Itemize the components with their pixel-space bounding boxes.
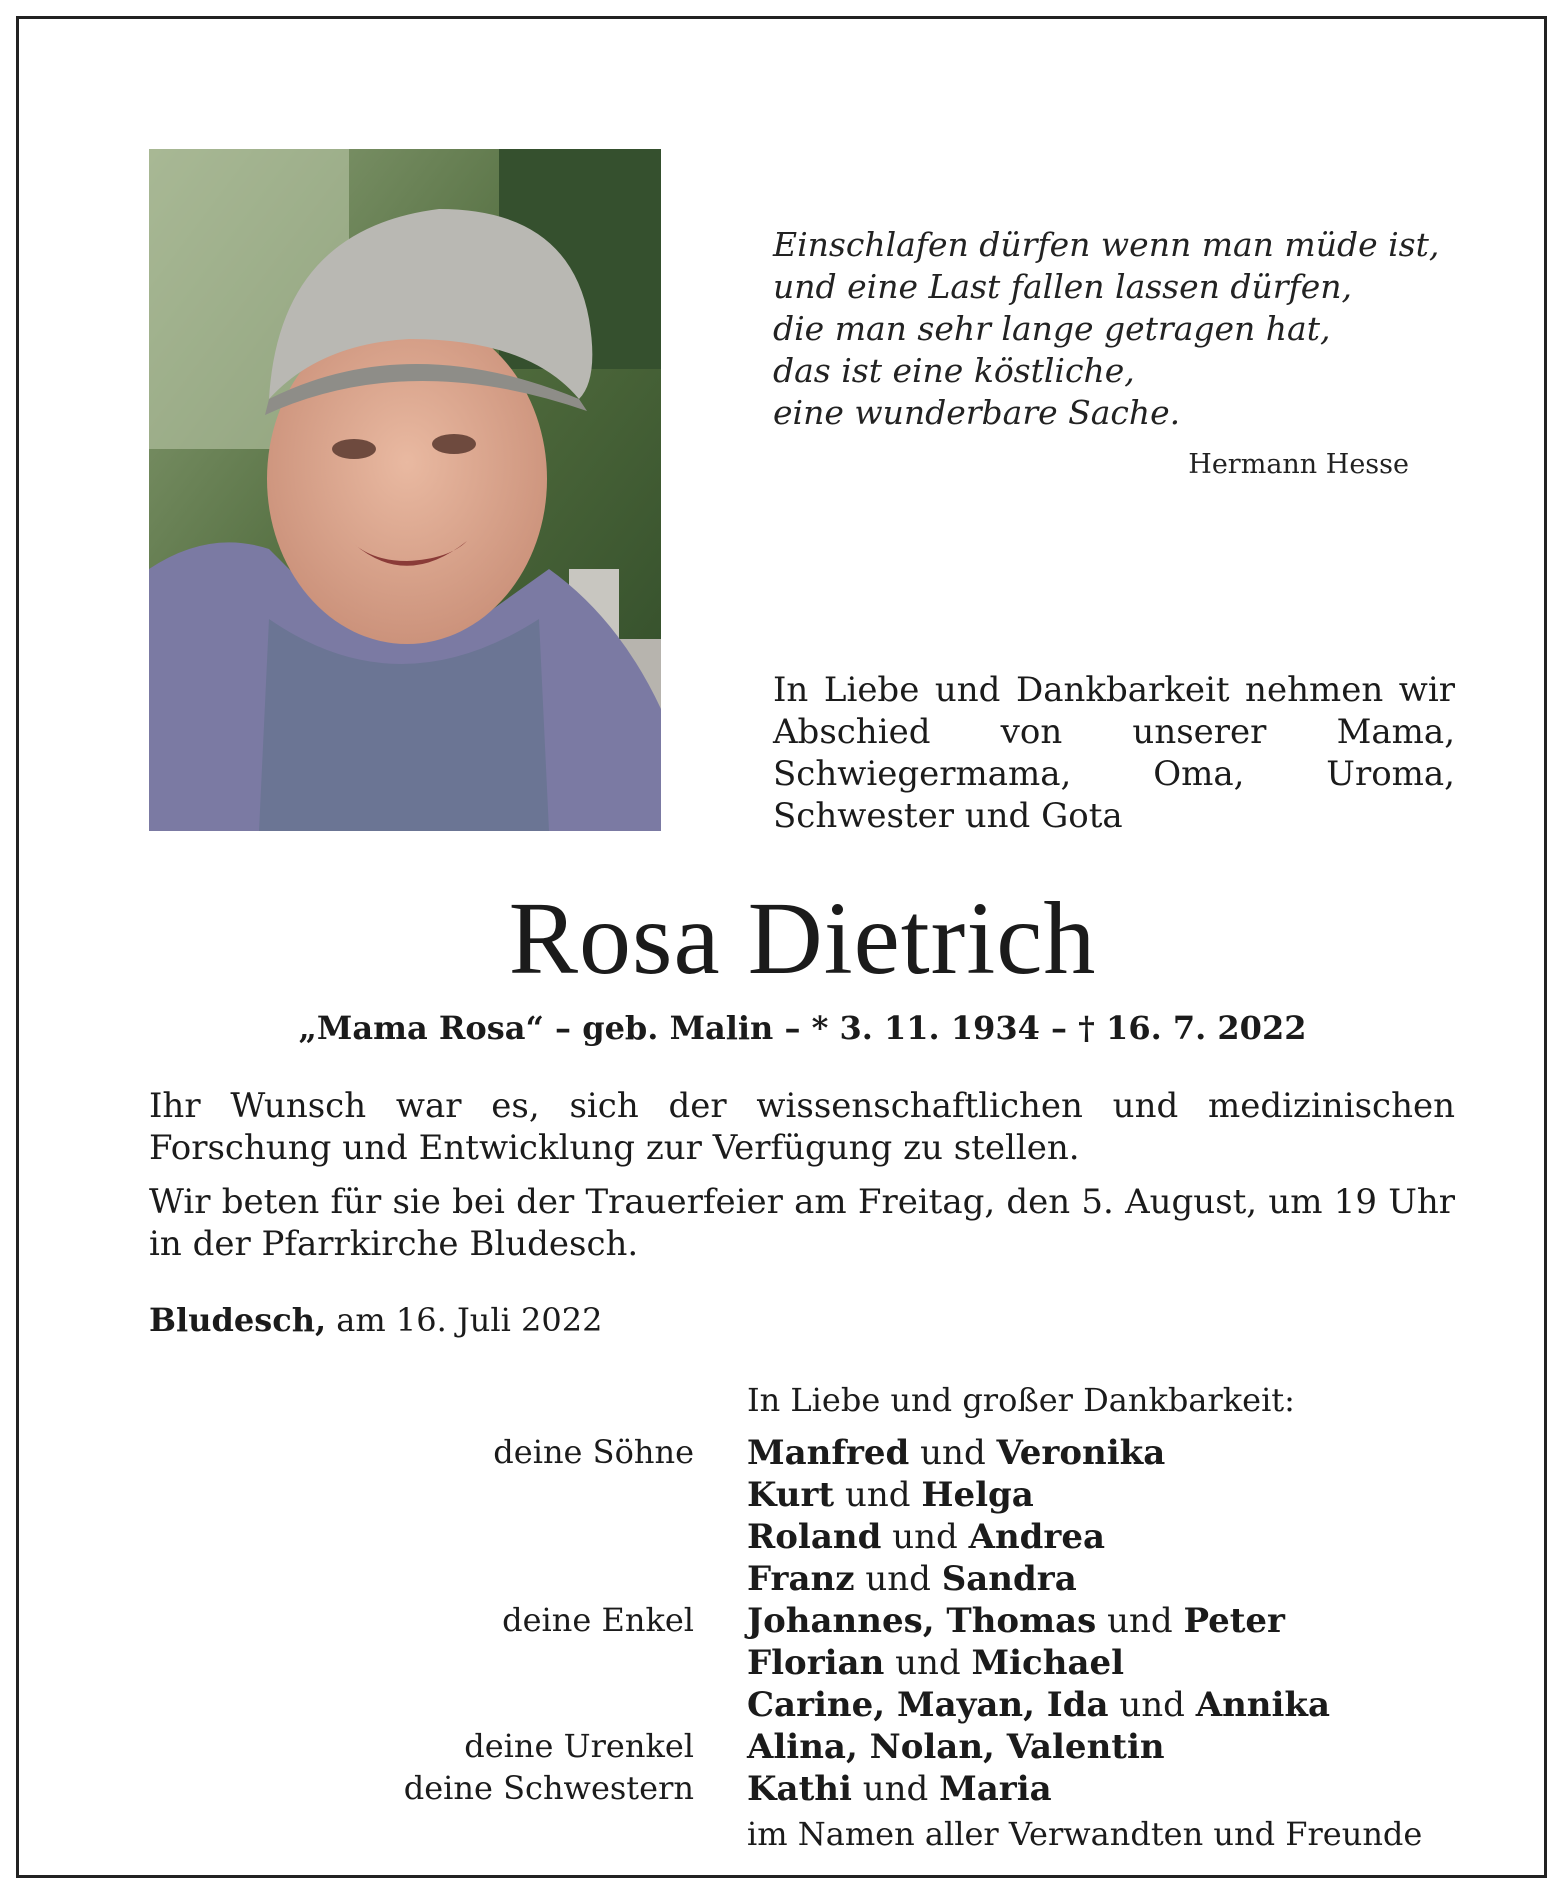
service-paragraph: Wir beten für sie bei der Trauerfeier am Freitag, den 5. August, um 19 Uhr in der Pfarrkirche Bludesch. [149,1182,1455,1264]
place-date [149,1301,602,1339]
mourner-line [747,1685,1330,1725]
mourner-name: Kathi [747,1769,852,1809]
mourner-name: Alina, Nolan, Valentin [747,1727,1165,1767]
mourner-line [747,1769,1052,1809]
conjunction: und [865,1559,931,1599]
closing-line: im Namen aller Verwandten und Freunde [747,1815,1423,1853]
thanks-line: In Liebe und großer Dankbarkeit: [747,1381,1295,1419]
poem-line: die man sehr lange getragen hat, [773,309,1331,348]
conjunction: und [892,1517,958,1557]
poem-line: eine wunderbare Sache. [773,393,1181,432]
mourner-line [747,1643,1124,1683]
mourner-name: Andrea [968,1517,1106,1557]
portrait-image [149,149,661,831]
mourner-name: Kurt [747,1475,835,1515]
mourner-line [747,1601,1285,1641]
conjunction: und [895,1643,961,1683]
mourner-line [747,1475,1034,1515]
mourner-name: Helga [921,1475,1034,1515]
mourner-name: Sandra [941,1559,1077,1599]
mourner-name: Franz [747,1559,855,1599]
mourner-name: Annika [1195,1685,1331,1725]
mourner-name: Maria [939,1769,1052,1809]
mourner-name: Veronika [996,1433,1166,1473]
poem-line: das ist eine köstliche, [773,351,1135,390]
life-dates: „Mama Rosa“ – geb. Malin – * 3. 11. 1934 – † 16. 7. 2022 [298,1009,1307,1047]
wish-paragraph: Ihr Wunsch war es, sich der wissenschaftlichen und medizinischen Forschung und Entwicklung zur Verfügung zu stellen. [149,1086,1455,1168]
mourner-name: Roland [747,1517,882,1557]
notice-frame [16,16,1547,1878]
mourner-name: Florian [747,1643,885,1683]
mourner-name: Michael [971,1643,1125,1683]
poem-quote [773,224,1440,434]
place-town: Bludesch, [149,1301,327,1339]
mourner-name: Peter [1183,1601,1285,1641]
mourner-name: Manfred [747,1433,910,1473]
intro-text: In Liebe und Dankbarkeit nehmen wir Abschied von unserer Mama, Schwiegermama, Oma, Uroma, Schwester und Gota [773,670,1455,836]
mourner-name: Johannes, Thomas [747,1601,1097,1641]
mourner-line [747,1727,1165,1767]
mourner-line [747,1517,1105,1557]
poem-line: und eine Last fallen lassen dürfen, [773,267,1353,306]
poem-line: Einschlafen dürfen wenn man müde ist, [773,225,1440,264]
deceased-name: Rosa Dietrich [508,881,1097,996]
mourner-name: Carine, Mayan, Ida [747,1685,1109,1725]
relation-sons-label: deine Söhne [493,1433,694,1471]
relation-greatgrandchildren-label: deine Urenkel [464,1727,694,1765]
conjunction: und [862,1769,929,1809]
relation-grandchildren-label: deine Enkel [502,1601,694,1639]
poem-author: Hermann Hesse [1188,449,1409,480]
mourner-line [747,1559,1077,1599]
relation-sisters-label: deine Schwestern [403,1769,694,1807]
conjunction: und [920,1433,986,1473]
conjunction: und [1119,1685,1185,1725]
mourner-line [747,1433,1165,1473]
portrait-photo [149,149,661,831]
conjunction: und [1107,1601,1173,1641]
conjunction: und [844,1475,911,1515]
place-date-text: am 16. Juli 2022 [336,1301,603,1339]
